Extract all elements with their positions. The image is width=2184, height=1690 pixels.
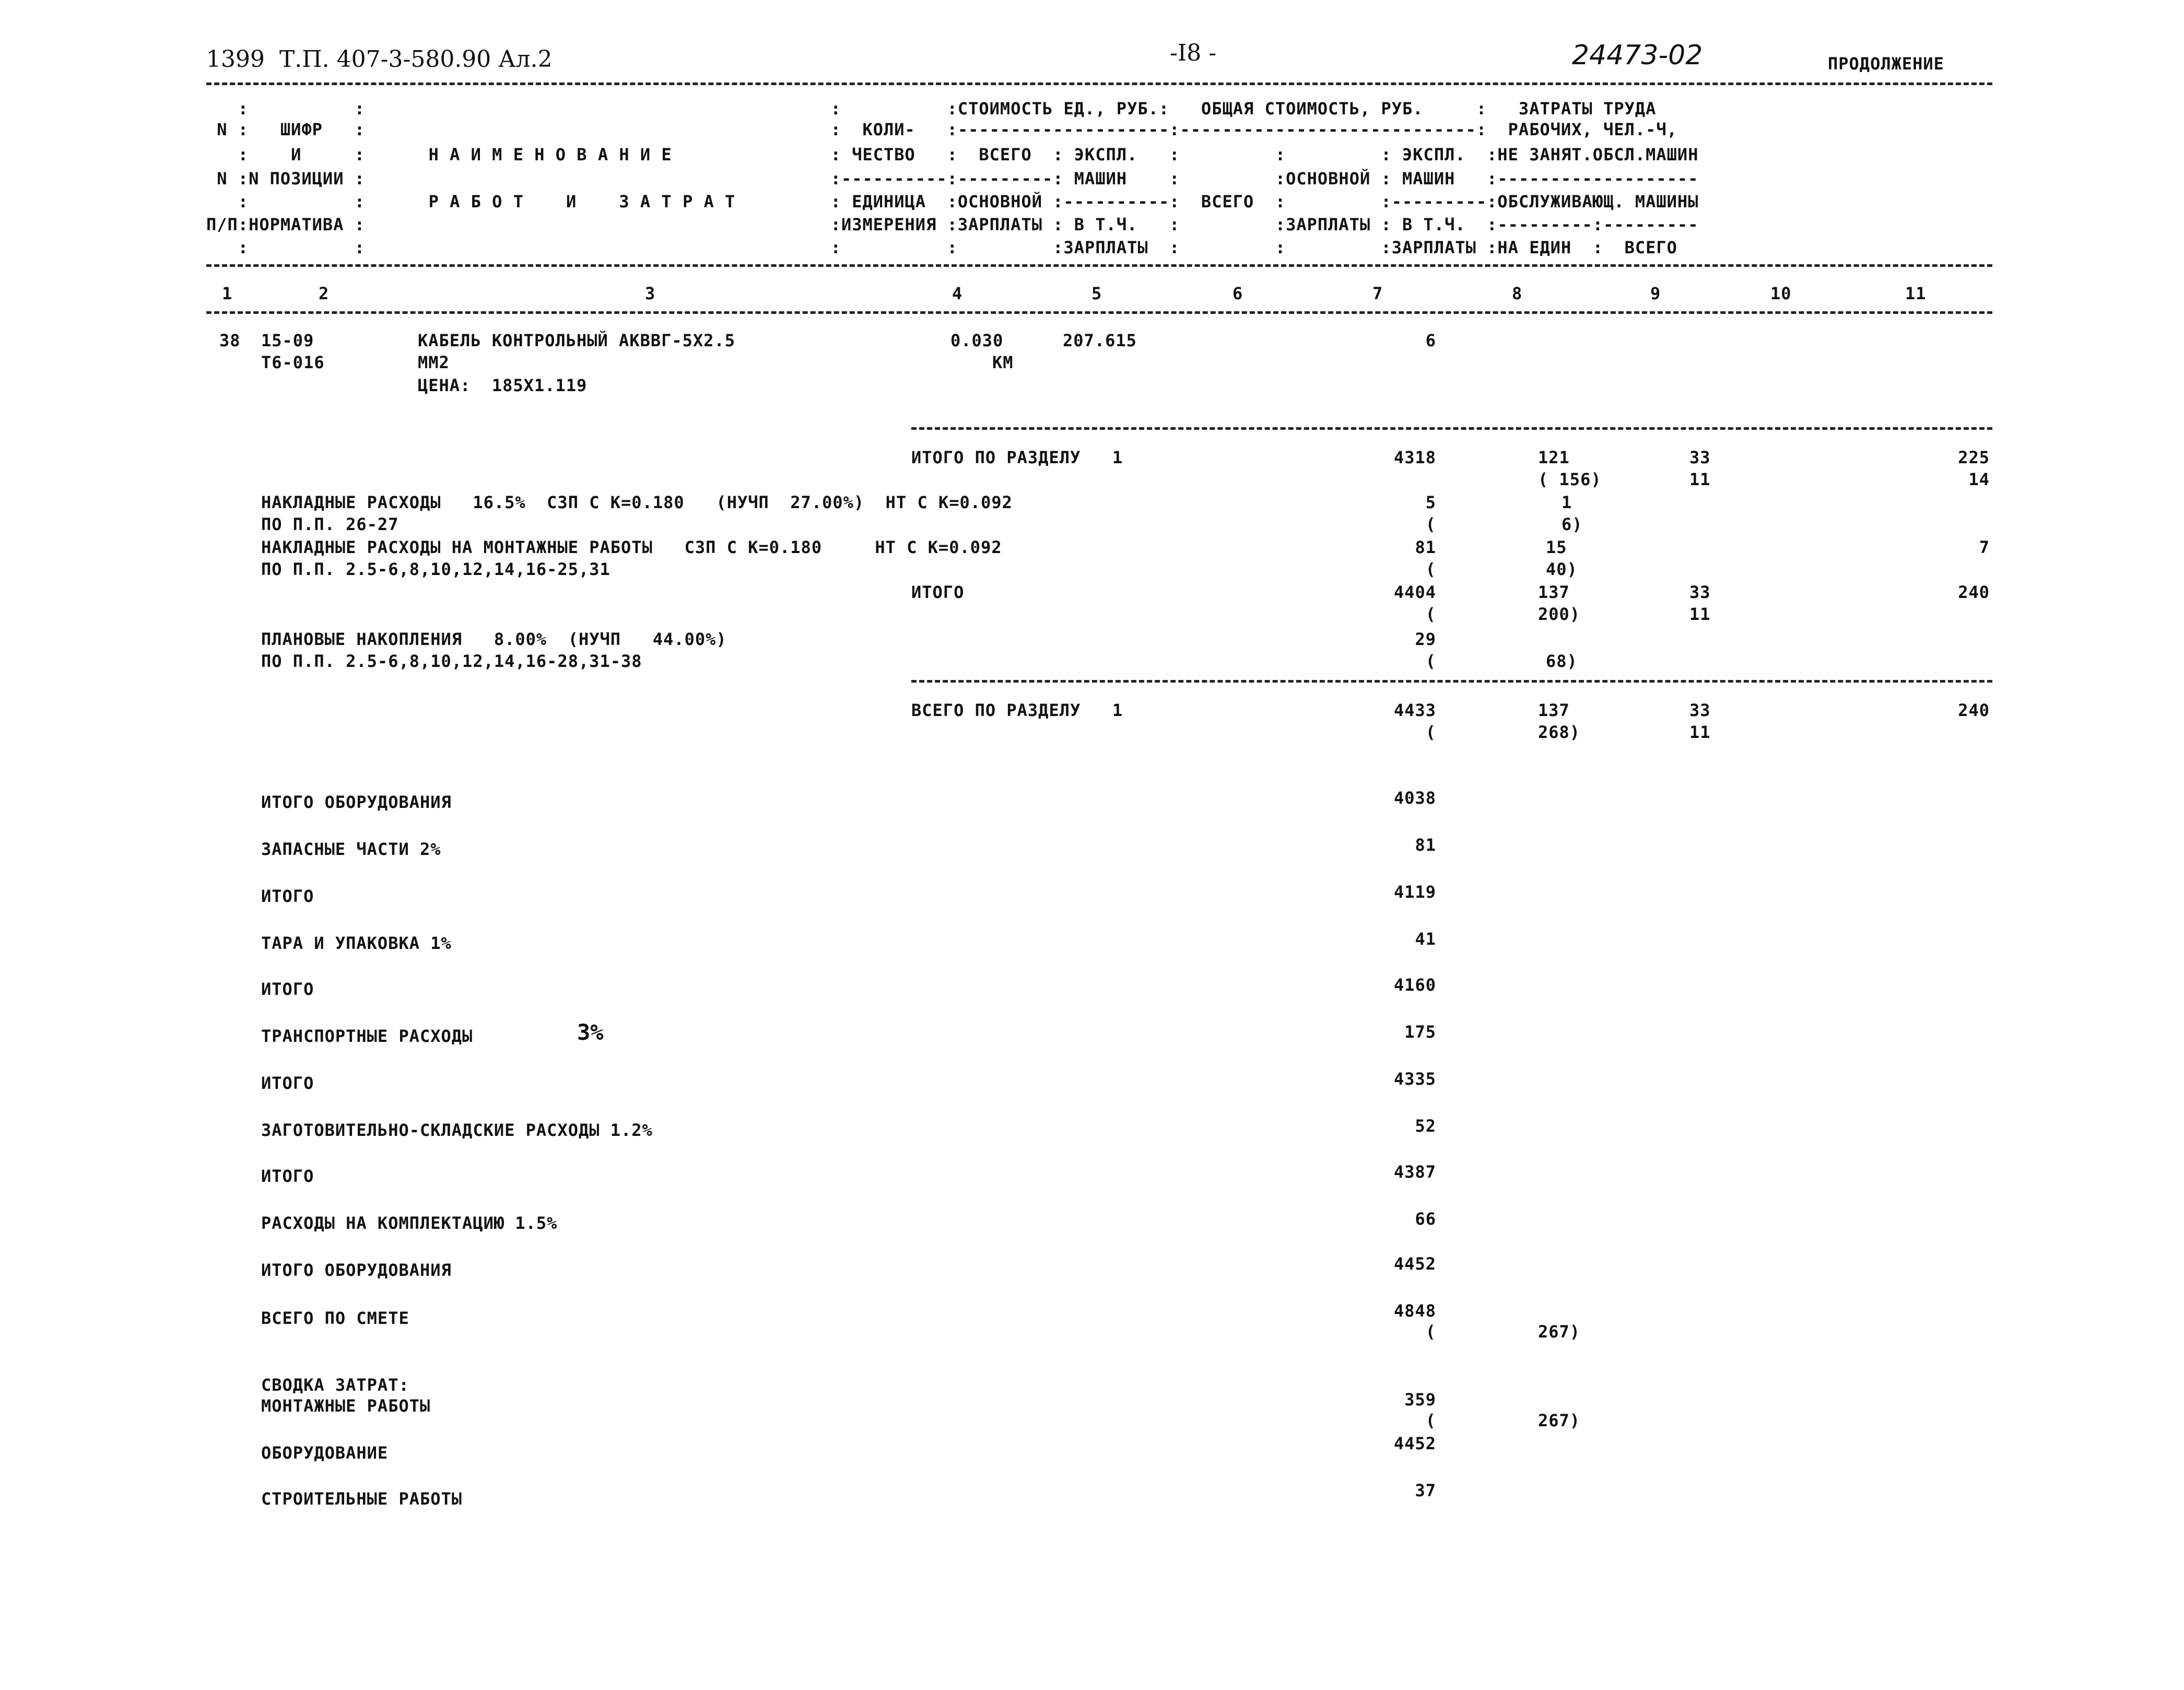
col-num: 10 (1770, 284, 1792, 303)
summary-label: ИТОГО ОБОРУДОВАНИЯ (261, 1260, 452, 1280)
page-number: -I8 - (1170, 40, 1217, 66)
machine-salary: 11 (1689, 604, 1711, 624)
summary-value: 175 (1404, 1022, 1436, 1042)
salary: 1 (1561, 492, 1572, 512)
machine-cost: 33 (1689, 582, 1711, 602)
summary-value: 4452 (1393, 1254, 1436, 1274)
row-label: НАКЛАДНЫЕ РАСХОДЫ 16.5% СЗП С К=0.180 (НУЧП 27.00%) НТ С К=0.092 (261, 492, 1013, 512)
total-paren: ( (1425, 559, 1436, 579)
summary-value: 66 (1415, 1209, 1436, 1229)
item-name: ММ2 (418, 353, 450, 372)
item-price: ЦЕНА: 185Х1.119 (418, 375, 588, 395)
salary-paren: 40) (1546, 559, 1578, 579)
header-line: N : ШИФР : : КОЛИ- :--------------------:----------------------------: РАБОЧИХ, ЧЕЛ.-Ч, (206, 120, 1677, 139)
doc-reference: 1399 Т.П. 407-3-580.90 Ал.2 (206, 46, 553, 73)
row-label: НАКЛАДНЫЕ РАСХОДЫ НА МОНТАЖНЫЕ РАБОТЫ СЗП С К=0.180 НТ С К=0.092 (261, 537, 1002, 557)
summary-value: 41 (1415, 929, 1436, 949)
summary-label: ВСЕГО ПО СМЕТЕ (261, 1308, 409, 1328)
summary-value: 52 (1415, 1116, 1436, 1136)
quantity: 0.030 (950, 331, 1004, 350)
total: 29 (1415, 629, 1436, 649)
col-num: 11 (1905, 284, 1927, 303)
handwritten-percent: 3% (577, 1019, 604, 1045)
total-cost: 6 (1425, 331, 1436, 350)
col-num: 8 (1512, 284, 1523, 303)
summary-label: ТРАНСПОРТНЫЕ РАСХОДЫ (261, 1026, 473, 1046)
machine-cost: 33 (1689, 448, 1711, 467)
header-line: : И : Н А И М Е Н О В А Н И Е : ЧЕСТВО : ВСЕГО : ЭКСПЛ. : : : ЭКСПЛ. :НЕ ЗАНЯТ.ОБСЛ.МАШИН (206, 145, 1699, 165)
total: 4318 (1393, 448, 1436, 467)
summary-value: 4119 (1393, 882, 1436, 902)
col-num: 7 (1372, 284, 1383, 303)
summary-value: 4848 (1393, 1301, 1436, 1321)
summary-label: ЗАПАСНЫЕ ЧАСТИ 2% (261, 839, 441, 859)
salary-paren: 68) (1546, 651, 1578, 671)
summary-label: ИТОГО (261, 1166, 314, 1186)
col-num: 4 (952, 284, 963, 303)
row-label: ПО П.П. 2.5-6,8,10,12,14,16-25,31 (261, 559, 610, 579)
unit-cost: 207.615 (1063, 331, 1137, 350)
machine-salary: 11 (1689, 722, 1711, 742)
salary: 137 (1538, 700, 1570, 720)
summary-label: ИТОГО ОБОРУДОВАНИЯ (261, 792, 452, 812)
norm-code: 15-09 (261, 331, 314, 350)
summary-value-paren: ( (1425, 1411, 1436, 1430)
total: 81 (1415, 537, 1436, 557)
unit: КМ (992, 353, 1014, 372)
col-num: 6 (1232, 284, 1243, 303)
summary-value: 4387 (1393, 1162, 1436, 1182)
row-label: ПО П.П. 2.5-6,8,10,12,14,16-28,31-38 (261, 651, 642, 671)
labor: 225 (1958, 448, 1990, 467)
item-name: КАБЕЛЬ КОНТРОЛЬНЫЙ АКВВГ-5Х2.5 (418, 331, 735, 350)
salary-paren: 200) (1538, 604, 1581, 624)
total-paren: ( (1425, 651, 1436, 671)
header-line: П/П:НОРМАТИВА : :ИЗМЕРЕНИЯ :ЗАРПЛАТЫ : В Т.Ч. : :ЗАРПЛАТЫ : В Т.Ч. :---------:--------- (206, 215, 1699, 234)
summary-label: РАСХОДЫ НА КОМПЛЕКТАЦИЮ 1.5% (261, 1213, 558, 1233)
summary-label: ИТОГО (261, 979, 314, 999)
summary-label: ЗАГОТОВИТЕЛЬНО-СКЛАДСКИЕ РАСХОДЫ 1.2% (261, 1120, 653, 1140)
col-num: 2 (319, 284, 330, 303)
summary-value-paren: ( (1425, 1322, 1436, 1342)
section-rule (911, 427, 1992, 430)
row-label: ПО П.П. 26-27 (261, 514, 399, 534)
summary-value: 4160 (1393, 975, 1436, 995)
summary-value: 4452 (1393, 1434, 1436, 1453)
row-number: 38 (219, 331, 241, 350)
total-paren: ( (1425, 514, 1436, 534)
cost-summary-title: СВОДКА ЗАТРАТ: (261, 1375, 409, 1395)
summary-label: СТРОИТЕЛЬНЫЕ РАБОТЫ (261, 1489, 463, 1509)
summary-value: 359 (1404, 1390, 1436, 1410)
summary-value: 37 (1415, 1481, 1436, 1500)
header-line: : : : :СТОИМОСТЬ ЕД., РУБ.: ОБЩАЯ СТОИМОСТЬ, РУБ. : ЗАТРАТЫ ТРУДА (206, 99, 1657, 119)
summary-value: 4335 (1393, 1069, 1436, 1089)
row-label: ПЛАНОВЫЕ НАКОПЛЕНИЯ 8.00% (НУЧП 44.00%) (261, 629, 727, 649)
row-label: ИТОГО (911, 582, 965, 602)
col-num: 3 (645, 284, 656, 303)
row-label: ВСЕГО ПО РАЗДЕЛУ 1 (911, 700, 1123, 720)
total-paren: ( (1425, 604, 1436, 624)
labor: 240 (1958, 700, 1990, 720)
machine-cost: 33 (1689, 700, 1711, 720)
header-rule (206, 264, 1992, 267)
total: 4404 (1393, 582, 1436, 602)
total: 5 (1425, 492, 1436, 512)
col-num: 9 (1650, 284, 1661, 303)
header-line: : : : : :ЗАРПЛАТЫ : : :ЗАРПЛАТЫ :НА ЕДИН : ВСЕГО (206, 238, 1677, 257)
numbers-rule (206, 311, 1992, 314)
continuation-label: ПРОДОЛЖЕНИЕ (1828, 54, 1944, 74)
row-label: ИТОГО ПО РАЗДЕЛУ 1 (911, 448, 1123, 467)
summary-value: 81 (1415, 835, 1436, 855)
summary-label: МОНТАЖНЫЕ РАБОТЫ (261, 1396, 431, 1416)
total-paren: ( (1425, 722, 1436, 742)
machine-salary: 11 (1689, 470, 1711, 489)
total: 4433 (1393, 700, 1436, 720)
salary-paren: 268) (1538, 722, 1581, 742)
summary-label: ОБОРУДОВАНИЕ (261, 1443, 389, 1463)
header-line: N :N ПОЗИЦИИ : :----------:---------: МАШИН : :ОСНОВНОЙ : МАШИН :------------------- (206, 169, 1699, 189)
labor: 7 (1979, 537, 1990, 557)
salary: 15 (1546, 537, 1567, 557)
section-rule (911, 680, 1992, 683)
document-number: 24473-02 (1572, 40, 1703, 71)
labor: 240 (1958, 582, 1990, 602)
col-num: 1 (222, 284, 233, 303)
salary-paren: 6) (1561, 514, 1583, 534)
salary-paren: ( 156) (1538, 470, 1602, 489)
summary-salary: 267) (1538, 1411, 1581, 1430)
top-rule (206, 83, 1992, 85)
salary: 137 (1538, 582, 1570, 602)
labor2: 14 (1968, 470, 1990, 489)
norm-code: Т6-016 (261, 353, 325, 372)
summary-salary: 267) (1538, 1322, 1581, 1342)
salary: 121 (1538, 448, 1570, 467)
summary-label: ИТОГО (261, 886, 314, 906)
summary-label: ИТОГО (261, 1073, 314, 1093)
col-num: 5 (1091, 284, 1102, 303)
summary-value: 4038 (1393, 788, 1436, 808)
header-line: : : Р А Б О Т И З А Т Р А Т : ЕДИНИЦА :ОСНОВНОЙ :----------: ВСЕГО : :---------:ОБСЛУЖИВАЮЩ. МАШИНЫ (206, 192, 1699, 212)
summary-label: ТАРА И УПАКОВКА 1% (261, 933, 452, 953)
